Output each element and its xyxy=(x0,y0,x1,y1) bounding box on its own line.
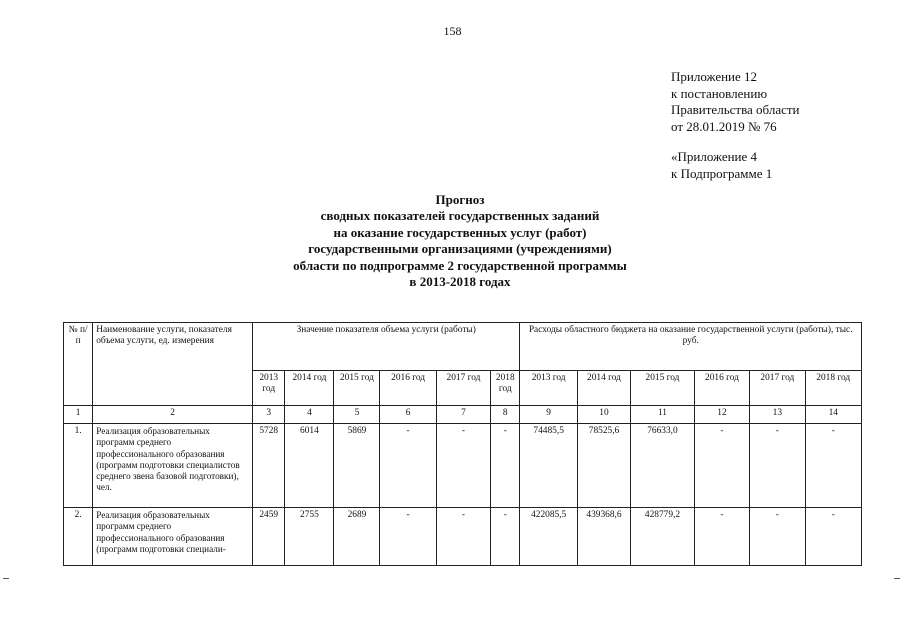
column-number: 2 xyxy=(93,406,253,424)
row-value: 2459 xyxy=(253,508,285,566)
row-value: 428779,2 xyxy=(631,508,695,566)
column-number: 10 xyxy=(577,406,630,424)
row-value: 78525,6 xyxy=(577,424,630,508)
header-budget-group: Расходы областного бюджета на оказание государственной услуги (работы), тыс. руб. xyxy=(520,323,862,371)
row-value: - xyxy=(380,508,436,566)
row-value: - xyxy=(750,424,805,508)
row-value: 5728 xyxy=(253,424,285,508)
row-value: 2689 xyxy=(334,508,380,566)
header-volume-year: 2013 год xyxy=(253,371,285,406)
document-title xyxy=(190,192,730,290)
row-value: - xyxy=(694,424,749,508)
table-row xyxy=(64,508,862,566)
header-budget-year: 2017 год xyxy=(750,371,805,406)
row-value: - xyxy=(805,508,862,566)
appendix-line: Приложение 12 xyxy=(671,69,758,84)
row-value: - xyxy=(750,508,805,566)
title-line: государственными организациями (учреждениями) xyxy=(308,241,612,257)
column-number: 11 xyxy=(631,406,695,424)
header-volume-year: 2016 год xyxy=(380,371,436,406)
header-volume-year: 2017 год xyxy=(436,371,490,406)
row-value: 74485,5 xyxy=(520,424,577,508)
table-row xyxy=(64,424,862,508)
title-line: Прогноз xyxy=(435,192,485,207)
title-line: в 2013-2018 годах xyxy=(409,274,511,290)
row-value: 2755 xyxy=(285,508,334,566)
header-volume-group: Значение показателя объема услуги (работы) xyxy=(253,323,520,371)
row-value: 5869 xyxy=(334,424,380,508)
row-value: 439368,6 xyxy=(577,508,630,566)
header-volume-year: 2018 год xyxy=(491,371,520,406)
title-line: области по подпрограмме 2 государственной программы xyxy=(293,257,627,273)
column-number: 9 xyxy=(520,406,577,424)
column-number-row xyxy=(64,406,862,424)
row-service-name: Реализация образовательных программ среднего профессионального образования (программ подготовки специали- xyxy=(93,508,253,566)
row-service-name: Реализация образовательных программ среднего профессионального образования (программ подготовки специалистов среднего звена базовой подготовки), чел. xyxy=(93,424,253,508)
column-number: 4 xyxy=(285,406,334,424)
row-value: - xyxy=(694,508,749,566)
header-budget-year: 2016 год xyxy=(694,371,749,406)
title-line: сводных показателей государственных заданий xyxy=(320,208,600,224)
header-volume-year: 2015 год xyxy=(334,371,380,406)
appendix-line: Правительства области xyxy=(671,102,800,118)
column-number: 3 xyxy=(253,406,285,424)
header-budget-year: 2018 год xyxy=(805,371,862,406)
column-number: 6 xyxy=(380,406,436,424)
row-value: - xyxy=(436,424,490,508)
header-name: Наименование услуги, показателя объема услуги, ед. измерения xyxy=(93,323,253,406)
column-number: 13 xyxy=(750,406,805,424)
row-number: 2. xyxy=(64,508,93,566)
appendix-ref-line: «Приложение 4 xyxy=(671,149,758,165)
header-volume-year: 2014 год xyxy=(285,371,334,406)
column-number: 7 xyxy=(436,406,490,424)
header-budget-year: 2014 год xyxy=(577,371,630,406)
appendix-line: к постановлению xyxy=(671,85,768,101)
row-value: - xyxy=(380,424,436,508)
row-number: 1. xyxy=(64,424,93,508)
title-line: на оказание государственных услуг (работ) xyxy=(333,224,587,240)
row-value: - xyxy=(436,508,490,566)
header-no: № п/п xyxy=(64,323,93,406)
row-value: - xyxy=(491,508,520,566)
appendix-ref-line: к Подпрограмме 1 xyxy=(671,165,773,181)
header-budget-year: 2015 год xyxy=(631,371,695,406)
row-value: - xyxy=(805,424,862,508)
row-value: - xyxy=(491,424,520,508)
row-value: 6014 xyxy=(285,424,334,508)
column-number: 1 xyxy=(64,406,93,424)
scan-edge-mark xyxy=(894,578,900,579)
page-number: 158 xyxy=(443,24,462,38)
appendix-block xyxy=(671,69,800,183)
column-number: 8 xyxy=(491,406,520,424)
appendix-line: от 28.01.2019 № 76 xyxy=(671,118,777,134)
column-number: 5 xyxy=(334,406,380,424)
row-value: 76633,0 xyxy=(631,424,695,508)
column-number: 12 xyxy=(694,406,749,424)
forecast-table xyxy=(63,322,862,566)
column-number: 14 xyxy=(805,406,862,424)
scan-edge-mark xyxy=(3,578,9,579)
row-value: 422085,5 xyxy=(520,508,577,566)
header-budget-year: 2013 год xyxy=(520,371,577,406)
